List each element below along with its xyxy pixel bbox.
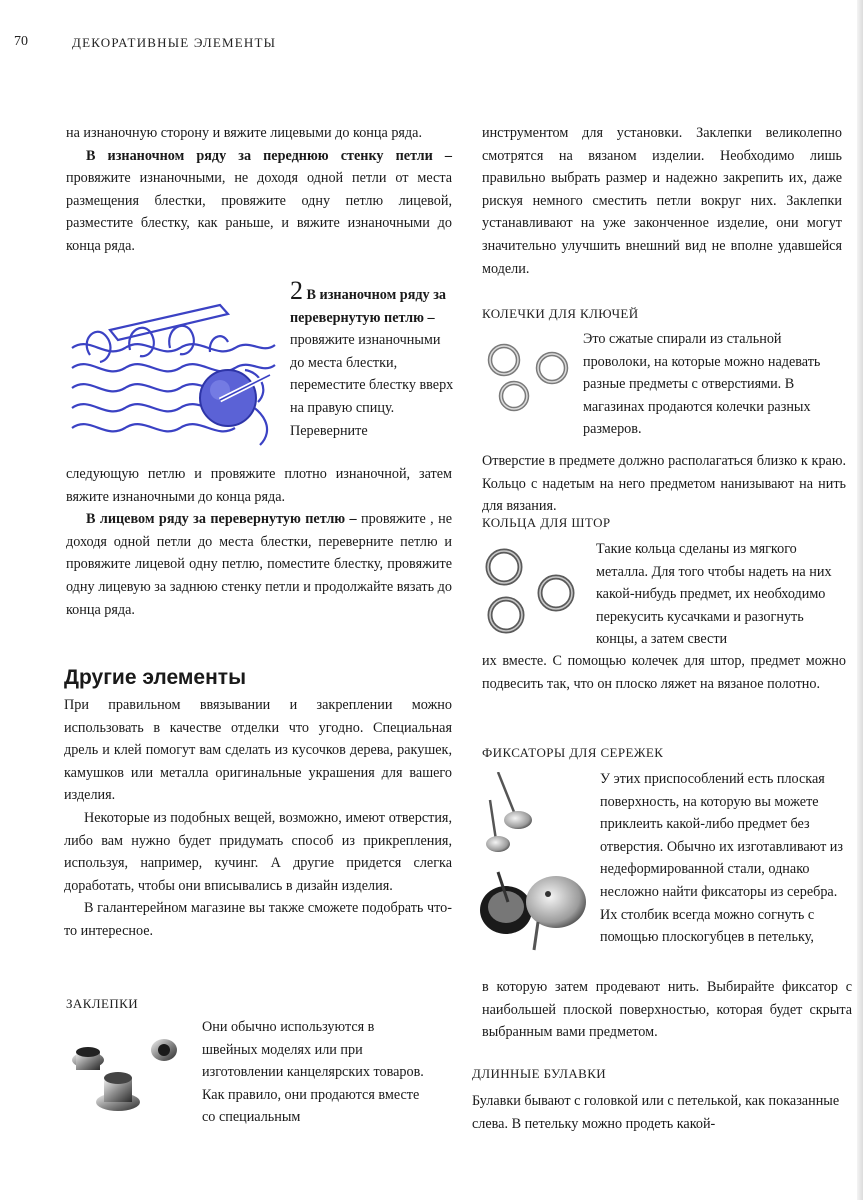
step2-text: провяжите изнаночными до места блестки, переместите блестку вверх на правую спицу. Переверните (290, 332, 454, 439)
rivets-heading: ЗАКЛЕПКИ (66, 996, 138, 1011)
page-edge (857, 0, 863, 1200)
curtain-rings-cont: их вместе. С помощью колечек для штор, предмет можно подвесить так, что он плоско ляжет на вязаное полотно. (482, 653, 846, 692)
step1-text: провяжите изнаночными, не доходя одной петли от места размещения блестки, провяжите одну петлю лицевой, разместите блестку, как раньше, и вяжите изнаночными до конца ряда. (66, 170, 452, 254)
other-p2: Некоторые из подобных вещей, возможно, имеют отверстия, либо вам нужно будет придумать способ из прикрепления, используя, например, кучинг. А другие придется слегка доработать, чтобы они вписывались в дизайн изделия. (64, 809, 452, 894)
keyrings-text: Это сжатые спирали из стальной проволоки, на которые можно надевать разные предметы с отверстиями. В магазинах продаются колечки разных размеров. (583, 331, 821, 438)
step2-paragraph (290, 276, 455, 442)
left-intro-block (66, 122, 452, 258)
keyrings-continued-block (482, 450, 846, 518)
other-p1: При правильном ввязывании и закреплении можно использовать в качестве отделки что угодно. Специальная дрель и клей помогут вам сделать из кусочков дерева, ракушек, камушков или металла оригинальные украшения для вашего изделия. (64, 697, 452, 804)
intro-text: на изнаночную сторону и вяжите лицевыми до конца ряда. (66, 125, 422, 141)
long-pins-text-block (472, 1090, 852, 1135)
step2-block (290, 276, 455, 442)
curtain-rings-heading: КОЛЬЦА ДЛЯ ШТОР (482, 515, 611, 530)
long-pins-heading: ДЛИННЫЕ БУЛАВКИ (472, 1066, 607, 1081)
earring-backs-photo (478, 772, 598, 962)
keyrings-heading: КОЛЕЧКИ ДЛЯ КЛЮЧЕЙ (482, 306, 639, 321)
earring-backs-continued-block (482, 976, 852, 1044)
rivets-text-block (202, 1016, 432, 1129)
step2-number: 2 (290, 276, 303, 305)
rivets-cont: инструментом для установки. Заклепки великолепно смотрятся на вязаном изделии. Необходимо лишь правильно выбрать размер и надежно закрепить их, даже рискуя немного сместить петли вокруг них. Заклепки устанавливают на уже законченное изделие, они могут значительно улучшить внешний вид не вполне удавшейся модели. (482, 125, 842, 277)
other-elements-block (64, 694, 452, 943)
section-title: Другие элементы (64, 666, 247, 689)
rivets-photo (66, 1030, 196, 1120)
curtain-rings-text-block (596, 538, 846, 651)
running-header: ДЕКОРАТИВНЫЕ ЭЛЕМЕНТЫ (72, 35, 277, 50)
long-pins-text: Булавки бывают с головкой или с петелькой, как показанные слева. В петельку можно продеть какой- (472, 1093, 840, 1132)
rivets-text: Они обычно используются в швейных моделях или при изготовлении канцелярских товаров. Как правило, они продаются вместе со специальным (202, 1019, 424, 1126)
other-p3: В галантерейном магазине вы также сможете подобрать что-то интересное. (64, 900, 452, 939)
keyrings-photo (484, 338, 579, 418)
step2-cont: следующую петлю и провяжите плотно изнаночной, затем вяжите изнаночными до конца ряда. (66, 466, 452, 505)
page-number: 70 (14, 34, 28, 49)
step1-bold: В изнаночном ряду за переднюю стенку петли – (86, 147, 452, 164)
earring-backs-text: У этих приспособлений есть плоская поверхность, на которую вы можете приклеить какой-либо предмет без отверстия. Обычно их изготавливают из недеформированной стали, однако несложно найти фиксаторы из серебра. Их столбик всегда можно согнуть с помощью плоскогубцев в петельку, (600, 771, 844, 946)
keyrings-text-block (583, 328, 845, 441)
rivets-continued-block (482, 122, 842, 280)
step3-paragraph (66, 508, 452, 621)
earring-backs-cont: в которую затем продевают нить. Выбирайте фиксатор с наибольшей плоской поверхностью, которая будет скрыта выбранным вами предметом. (482, 979, 852, 1041)
knitting-sequin-illustration (70, 300, 280, 450)
earring-backs-heading: ФИКСАТОРЫ ДЛЯ СЕРЕЖЕК (482, 745, 664, 760)
step2-bold: В изнаночном ряду за перевернутую петлю – (290, 287, 446, 326)
curtain-rings-photo (482, 545, 587, 645)
earring-backs-text-block (600, 768, 856, 949)
keyrings-cont: Отверстие в предмете должно располагаться близко к краю. Кольцо с надетым на него предметом нанизывают на нить для вязания. (482, 453, 846, 515)
step1-paragraph (66, 145, 452, 258)
curtain-rings-text: Такие кольца сделаны из мягкого металла. Для того чтобы надеть на них какой-нибудь предмет, их необходимо перекусить кусачками и разогнуть концы, а затем свести (596, 541, 832, 648)
curtain-rings-continued-block (482, 650, 846, 695)
step3-text: провяжите , не доходя одной петли до места блестки, переверните петлю и провяжите лицевой одну петлю, поместите блестку, провяжите одну лицевую за заднюю стенку петли и продолжайте вязать до конца ряда. (66, 511, 452, 618)
step2-continued-block (66, 463, 452, 621)
step3-bold: В лицевом ряду за перевернутую петлю – (86, 511, 357, 528)
